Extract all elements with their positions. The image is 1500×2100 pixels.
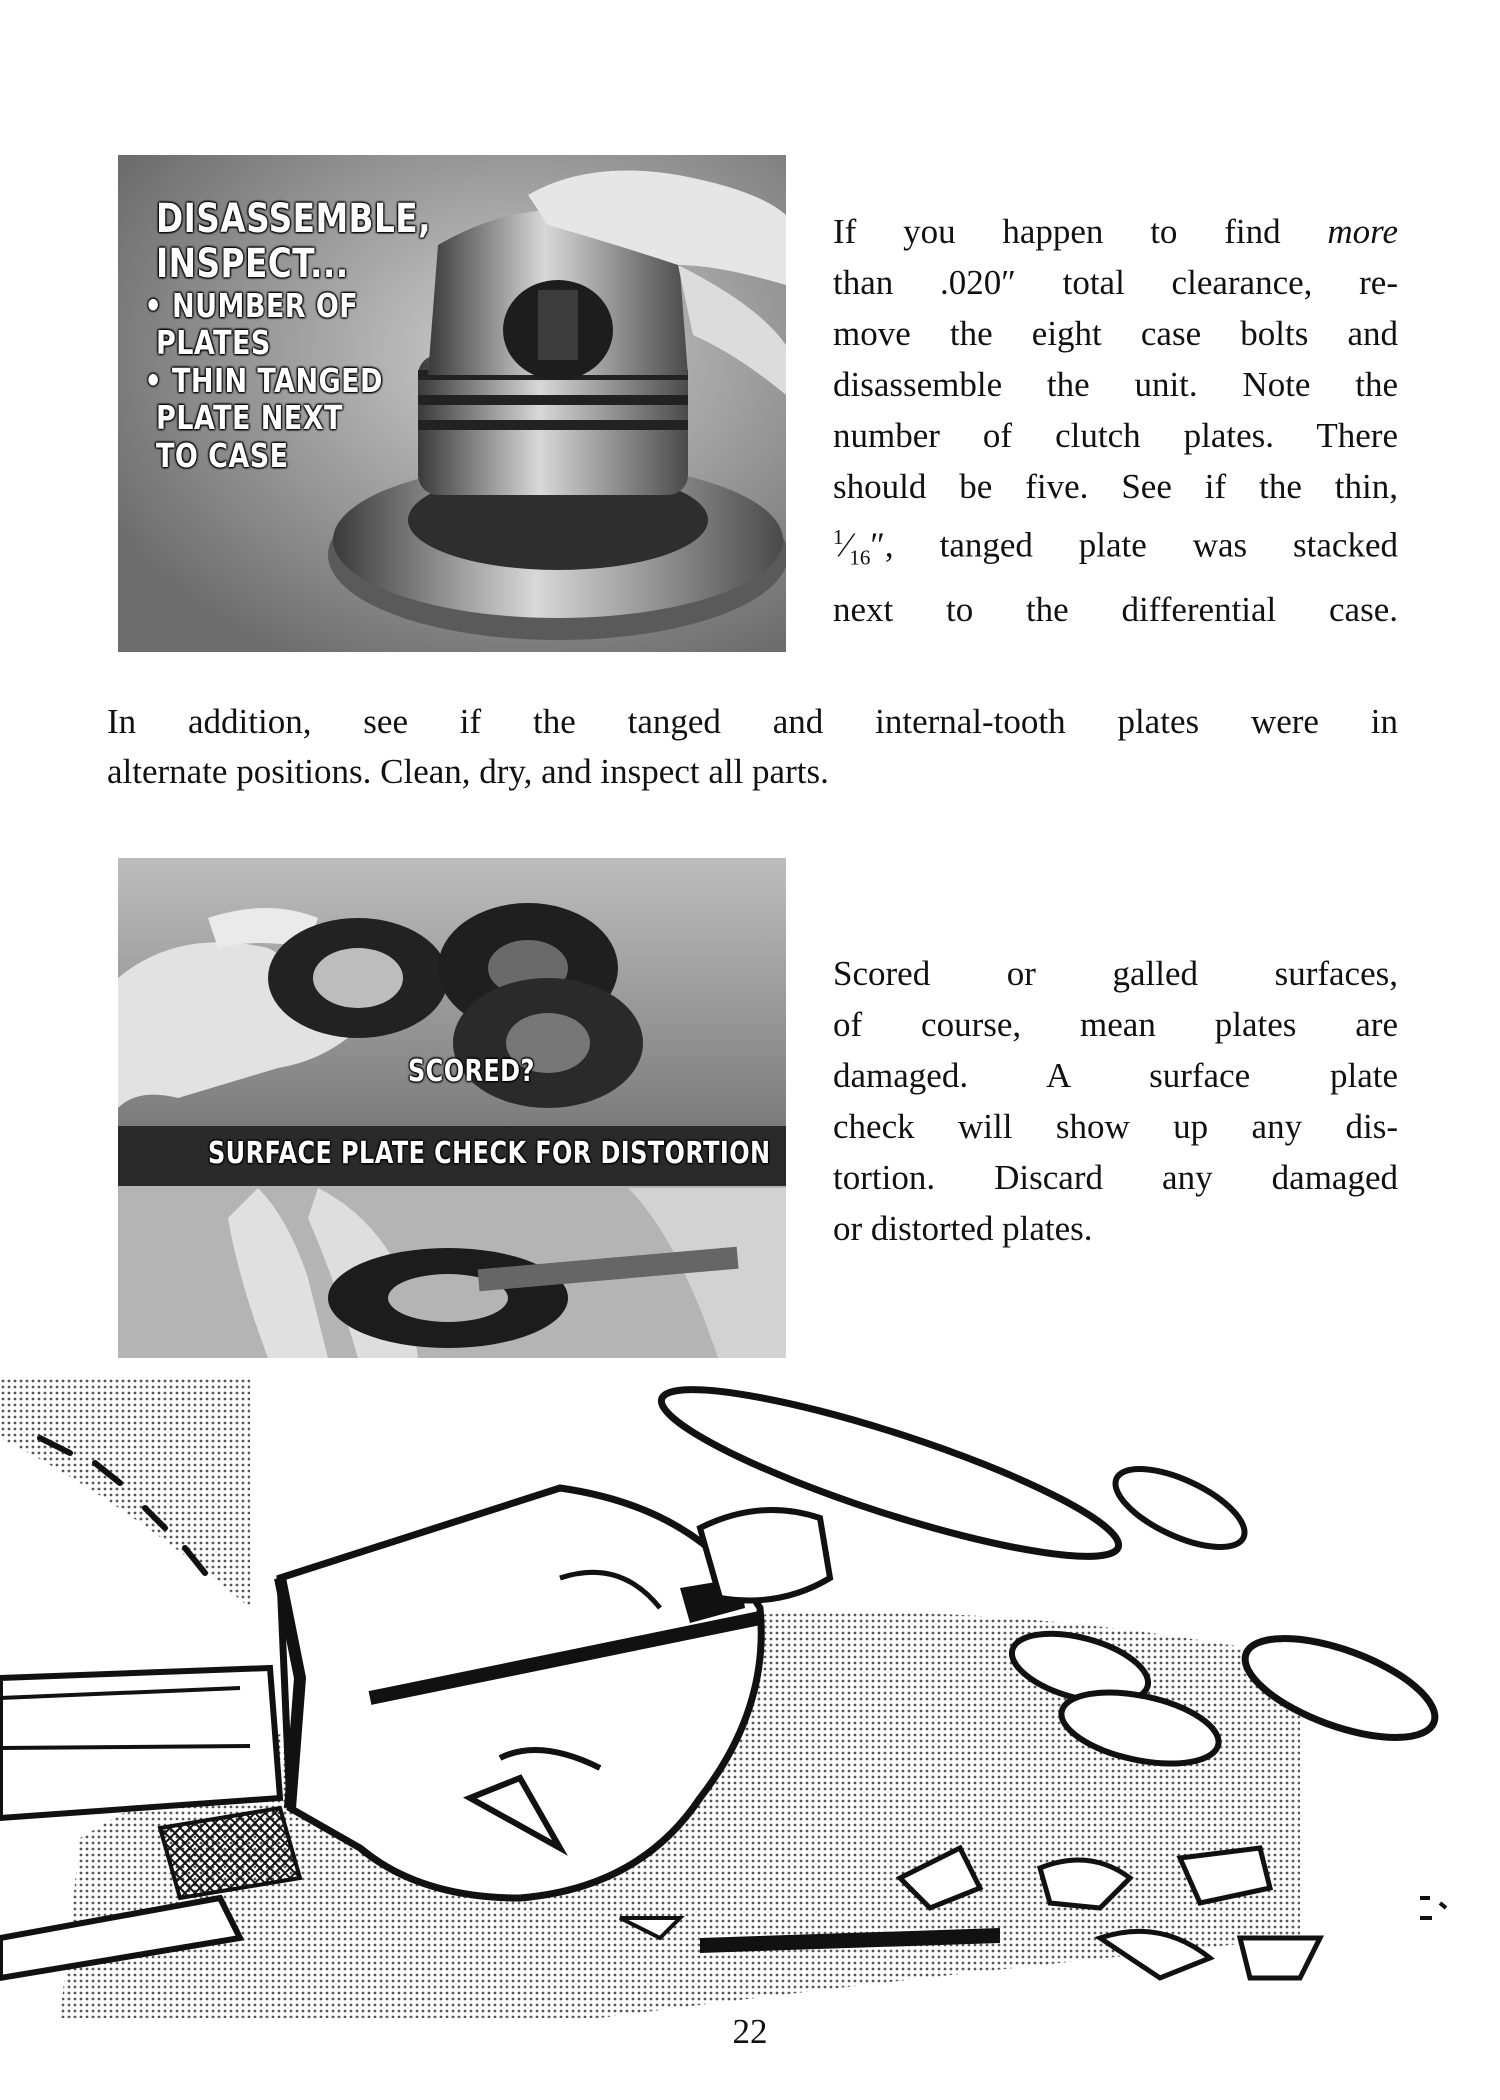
text2-line2: of course, mean plates are: [833, 1005, 1398, 1044]
scored-label: SCORED?: [408, 1054, 535, 1089]
text1-line3: move the eight case bolts and: [833, 314, 1398, 353]
text2-line5: tortion. Discard any damaged: [833, 1158, 1398, 1197]
full-text-line1: In addition, see if the tanged and internal-tooth plates were in: [107, 702, 1398, 741]
plates-illustration: [118, 858, 786, 1358]
text1-line7: $^1⁄_{16}''$, tanged plate was stacked: [833, 525, 1398, 570]
plate-check-caption-bar: [118, 1126, 786, 1186]
caption-item2-line2: PLATE NEXT: [156, 398, 343, 438]
scored-plates-paragraph: [833, 948, 1398, 1254]
caption-item2-line3: TO CASE: [156, 436, 289, 476]
text1-line6: should be five. See if the thin,: [833, 467, 1398, 506]
caption-item1-line1: • NUMBER OF: [144, 285, 359, 325]
plates-photo: [118, 858, 786, 1358]
text1-line8: next to the differential case.: [833, 589, 1398, 629]
text1-line4: disassemble the unit. Note the: [833, 365, 1398, 404]
caption-item2-line1: • THIN TANGED: [144, 360, 383, 400]
text1-line2: than .020″ total clearance, re-: [833, 263, 1398, 302]
clearance-paragraph: [833, 206, 1398, 635]
text2-line1: Scored or galled surfaces,: [833, 954, 1398, 993]
page-number: 22: [732, 2012, 768, 2051]
text1-line5: number of clutch plates. There: [833, 416, 1398, 455]
photo1-caption: [144, 196, 431, 476]
text2-line3: damaged. A surface plate: [833, 1056, 1398, 1095]
caption-title-line1: DISASSEMBLE,: [156, 196, 431, 242]
alternate-positions-paragraph: [107, 697, 1398, 797]
text2-line4: check will show up any dis-: [833, 1107, 1398, 1146]
differential-photo: [118, 155, 786, 652]
caption-title-line2: INSPECT...: [156, 240, 349, 287]
text2-line6: or distorted plates.: [833, 1209, 1093, 1248]
full-text-line2: alternate positions. Clean, dry, and inspect all parts.: [107, 752, 829, 791]
caption-item1-line2: PLATES: [156, 323, 271, 363]
plate-check-label: SURFACE PLATE CHECK FOR DISTORTION: [208, 1136, 771, 1171]
text1-line1: If you happen to find more: [833, 212, 1398, 251]
mechanic-cartoon: [0, 1378, 1500, 2028]
